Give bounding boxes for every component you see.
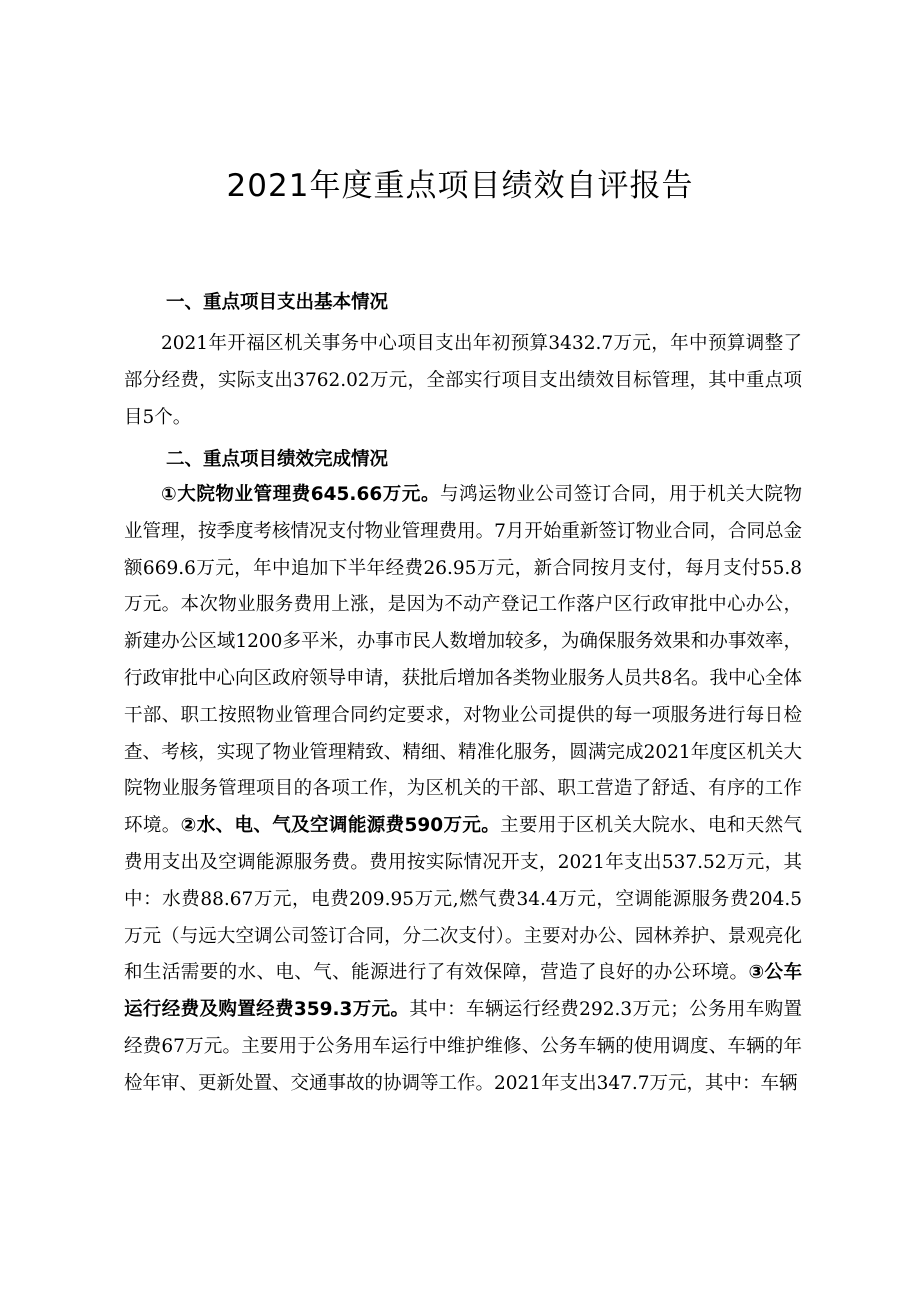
item-2-title: ②水、电、气及空调能源费590万元。 [180,815,501,837]
item-1-title: ①大院物业管理费645.66万元。 [161,484,441,505]
section-1-paragraph: 2021年开福区机关事务中心项目支出年初预算3432.7万元，年中预算调整了部分经费，实际支出3762.02万元，全部实行项目支出绩效目标管理，其中重点项目5个。 [124,333,802,428]
item-1-text: 与鸿运物业公司签订合同，用于机关大院物业管理，按季度考核情况支付物业管理费用。7月开始重新签订物业合同，合同总金额669.6万元，年中追加下半年经费26.95万元，新合同按月支付，每月支付55.8万元。本次物业服务费用上涨，是因为不动产登记工作落户区行政审批中心办公，新建办公区域1200多平米，办事市民人数增加较多，为确保服务效果和办事效率，行政审批中心向区政府领导申请，获批后增加各类物业服务人员共8名。我中心全体干部、职工按照物业管理合同约定要求，对物业公司提供的每一项服务进行每日检查、考核，实现了物业管理精致、精细、精准化服务，圆满完成2021年度区机关大院物业服务管理项目的各项工作，为区机关的干部、职工营造了舒适、有序的工作环境。 [124,484,802,837]
document-title: 2021年度重点项目绩效自评报告 [226,168,694,204]
item-3-text: 其中：车辆运行经费292.3万元；公务用车购置经费67万元。主要用于公务用车运行中维护维修、公务车辆的使用调度、车辆的年检年审、更新处置、交通事故的协调等工作。2021年支出347.7万元，其中：车辆 [124,999,802,1094]
section-2-paragraph [124,477,802,1103]
section-1-heading: 一、重点项目支出基本情况 [166,292,389,313]
section-2-heading: 二、重点项目绩效完成情况 [166,449,389,470]
item-3-title: ③公车运行经费及购置经费359.3万元。 [124,962,802,1021]
item-2-text: 主要用于区机关大院水、电和天然气费用支出及空调能源服务费。费用按实际情况开支，2021年支出537.52万元，其中：水费88.67万元，电费209.95万元,燃气费34.4万元，空调能源服务费204.5万元（与远大空调公司签订合同，分二次支付）。主要对办公、园林养护、景观亮化和生活需要的水、电、气、能源进行了有效保障，营造了良好的办公环境。 [124,815,802,984]
